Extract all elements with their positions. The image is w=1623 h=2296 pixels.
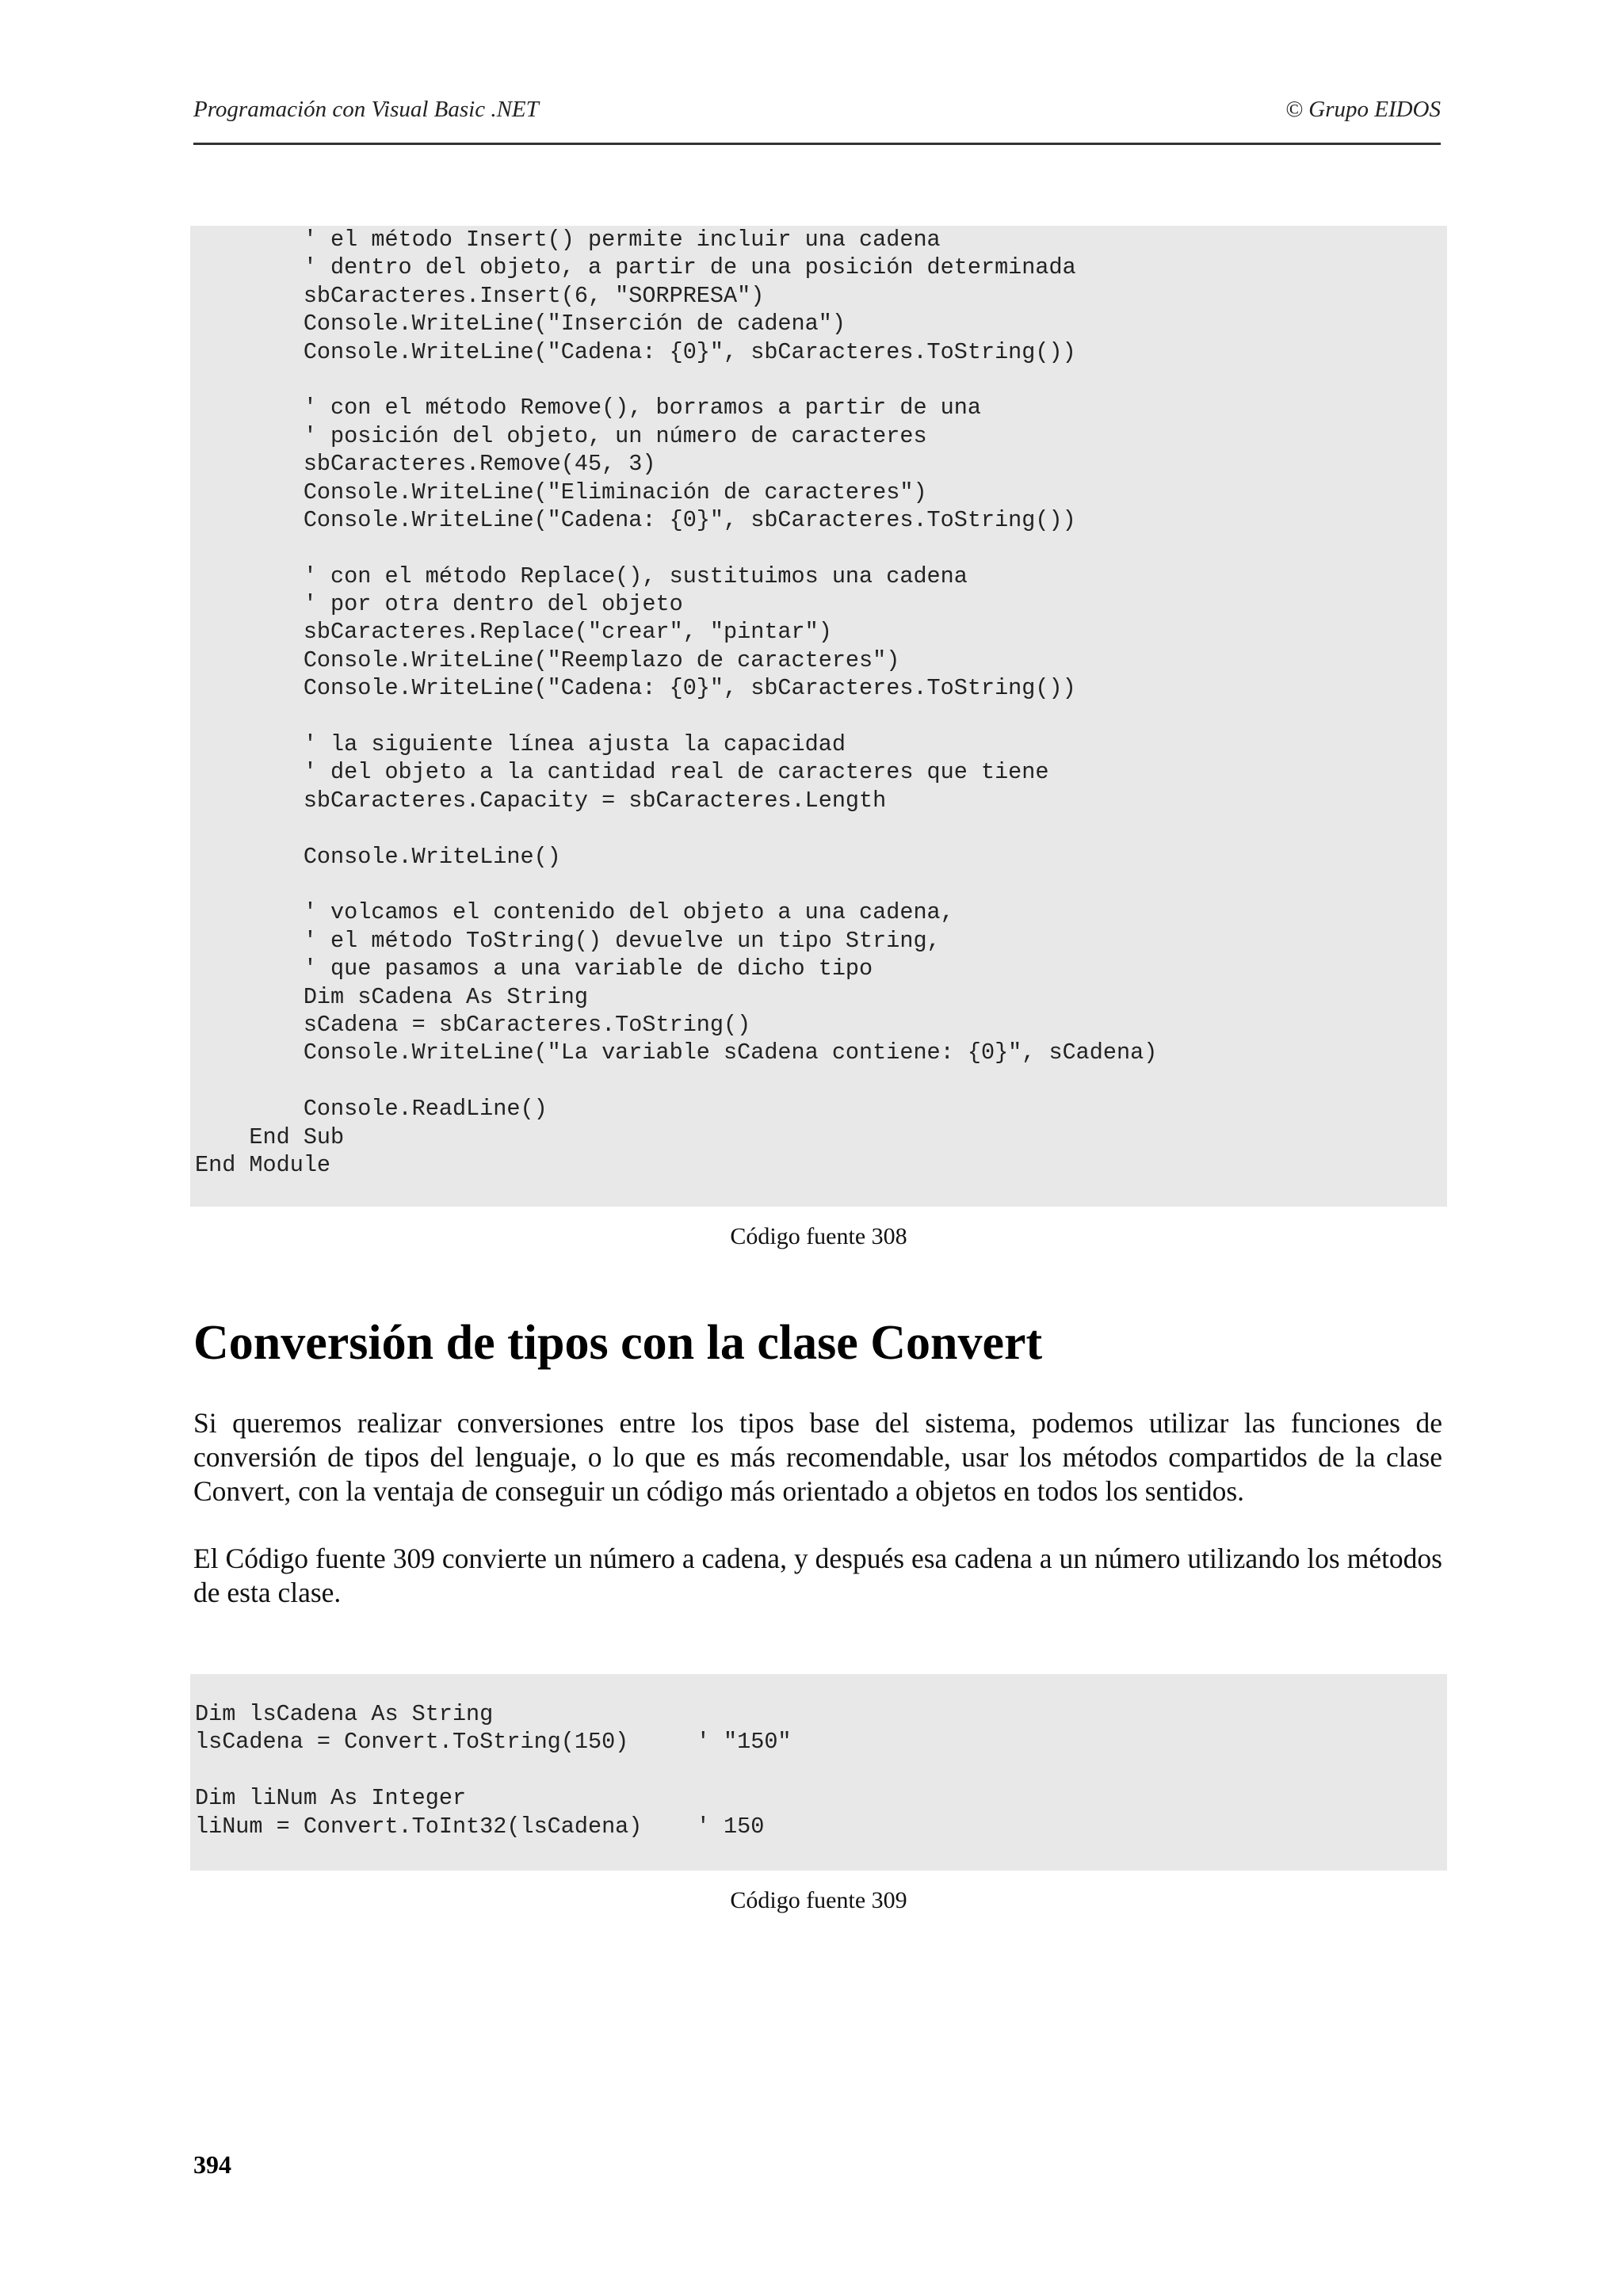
code-line — [195, 871, 1447, 898]
code-line — [195, 534, 1447, 562]
code-line: sbCaracteres.Capacity = sbCaracteres.Length — [195, 787, 887, 814]
code-caption-308: Código fuente 308 — [730, 1223, 907, 1249]
code-block-309 — [190, 1674, 1447, 1871]
code-block-308 — [190, 226, 1447, 1207]
code-line: ' con el método Replace(), sustituimos una cadena — [195, 563, 968, 589]
code-line: ' el método ToString() devuelve un tipo String, — [195, 927, 941, 954]
code-line: sbCaracteres.Remove(45, 3) — [195, 451, 656, 478]
code-line: ' volcamos el contenido del objeto a una cadena, — [195, 899, 954, 926]
code-line: Console.WriteLine() — [195, 843, 561, 870]
code-line: Console.WriteLine("Cadena: {0}", sbCaracteres.ToString()) — [195, 675, 1076, 702]
code-line: End Module — [195, 1151, 331, 1178]
code-line: Console.WriteLine("Cadena: {0}", sbCaracteres.ToString()) — [195, 338, 1076, 365]
code-line: ' por otra dentro del objeto — [195, 591, 683, 618]
code-line: ' la siguiente línea ajusta la capacidad — [195, 731, 846, 758]
code-line: Dim liNum As Integer — [195, 1785, 467, 1812]
code-line: ' del objeto a la cantidad real de caracteres que tiene — [195, 759, 1049, 786]
code-line: lsCadena = Convert.ToString(150) ' "150" — [195, 1729, 792, 1756]
code-line: sbCaracteres.Insert(6, "SORPRESA") — [195, 282, 765, 309]
code-line — [195, 366, 1447, 394]
code-line: Console.WriteLine("Reemplazo de caracteres") — [195, 646, 900, 673]
page-number: 394 — [193, 2150, 231, 2179]
code-line: ' el método Insert() permite incluir una cadena — [195, 227, 941, 253]
code-line: liNum = Convert.ToInt32(lsCadena) ' 150 — [195, 1813, 765, 1840]
code-line — [195, 1756, 1447, 1784]
body-paragraph-2: El Código fuente 309 convierte un número a cadena, y después esa cadena a un número utilizando los métodos de esta clase. — [193, 1543, 1442, 1608]
code-line: ' dentro del objeto, a partir de una posición determinada — [195, 254, 1076, 281]
code-line: Console.WriteLine("Cadena: {0}", sbCaracteres.ToString()) — [195, 506, 1076, 533]
code-line: Console.WriteLine("Eliminación de caracteres") — [195, 479, 927, 505]
code-line: sCadena = sbCaracteres.ToString() — [195, 1011, 751, 1038]
header-book-title: Programación con Visual Basic .NET — [193, 97, 539, 122]
code-line — [195, 703, 1447, 730]
code-line: ' que pasamos a una variable de dicho tipo — [195, 955, 873, 982]
code-line: sbCaracteres.Replace("crear", "pintar") — [195, 619, 832, 646]
code-line: Console.WriteLine("Inserción de cadena") — [195, 311, 846, 338]
body-paragraph-1: Si queremos realizar conversiones entre los tipos base del sistema, podemos utilizar las funciones de conversión de tipos del lenguaje, o lo que es más recomendable, usar los métodos compartidos de la clase Convert, con la ventaja de conseguir un código más orientado a objetos en todos los sentidos. — [193, 1407, 1442, 1507]
code-line: Dim sCadena As String — [195, 983, 588, 1010]
code-line: ' con el método Remove(), borramos a partir de una — [195, 395, 981, 421]
running-header — [193, 93, 1441, 145]
section-title: Conversión de tipos con la clase Convert — [193, 1316, 1043, 1370]
code-line: Dim lsCadena As String — [195, 1701, 494, 1727]
code-line: Console.ReadLine() — [195, 1096, 548, 1123]
code-line: ' posición del objeto, un número de caracteres — [195, 422, 927, 449]
header-publisher: © Grupo EIDOS — [1285, 97, 1441, 122]
code-line — [195, 814, 1447, 842]
code-line: End Sub — [195, 1123, 345, 1150]
code-caption-309: Código fuente 309 — [730, 1887, 907, 1913]
code-line: Console.WriteLine("La variable sCadena contiene: {0}", sCadena) — [195, 1039, 1158, 1066]
code-line — [195, 1067, 1447, 1095]
